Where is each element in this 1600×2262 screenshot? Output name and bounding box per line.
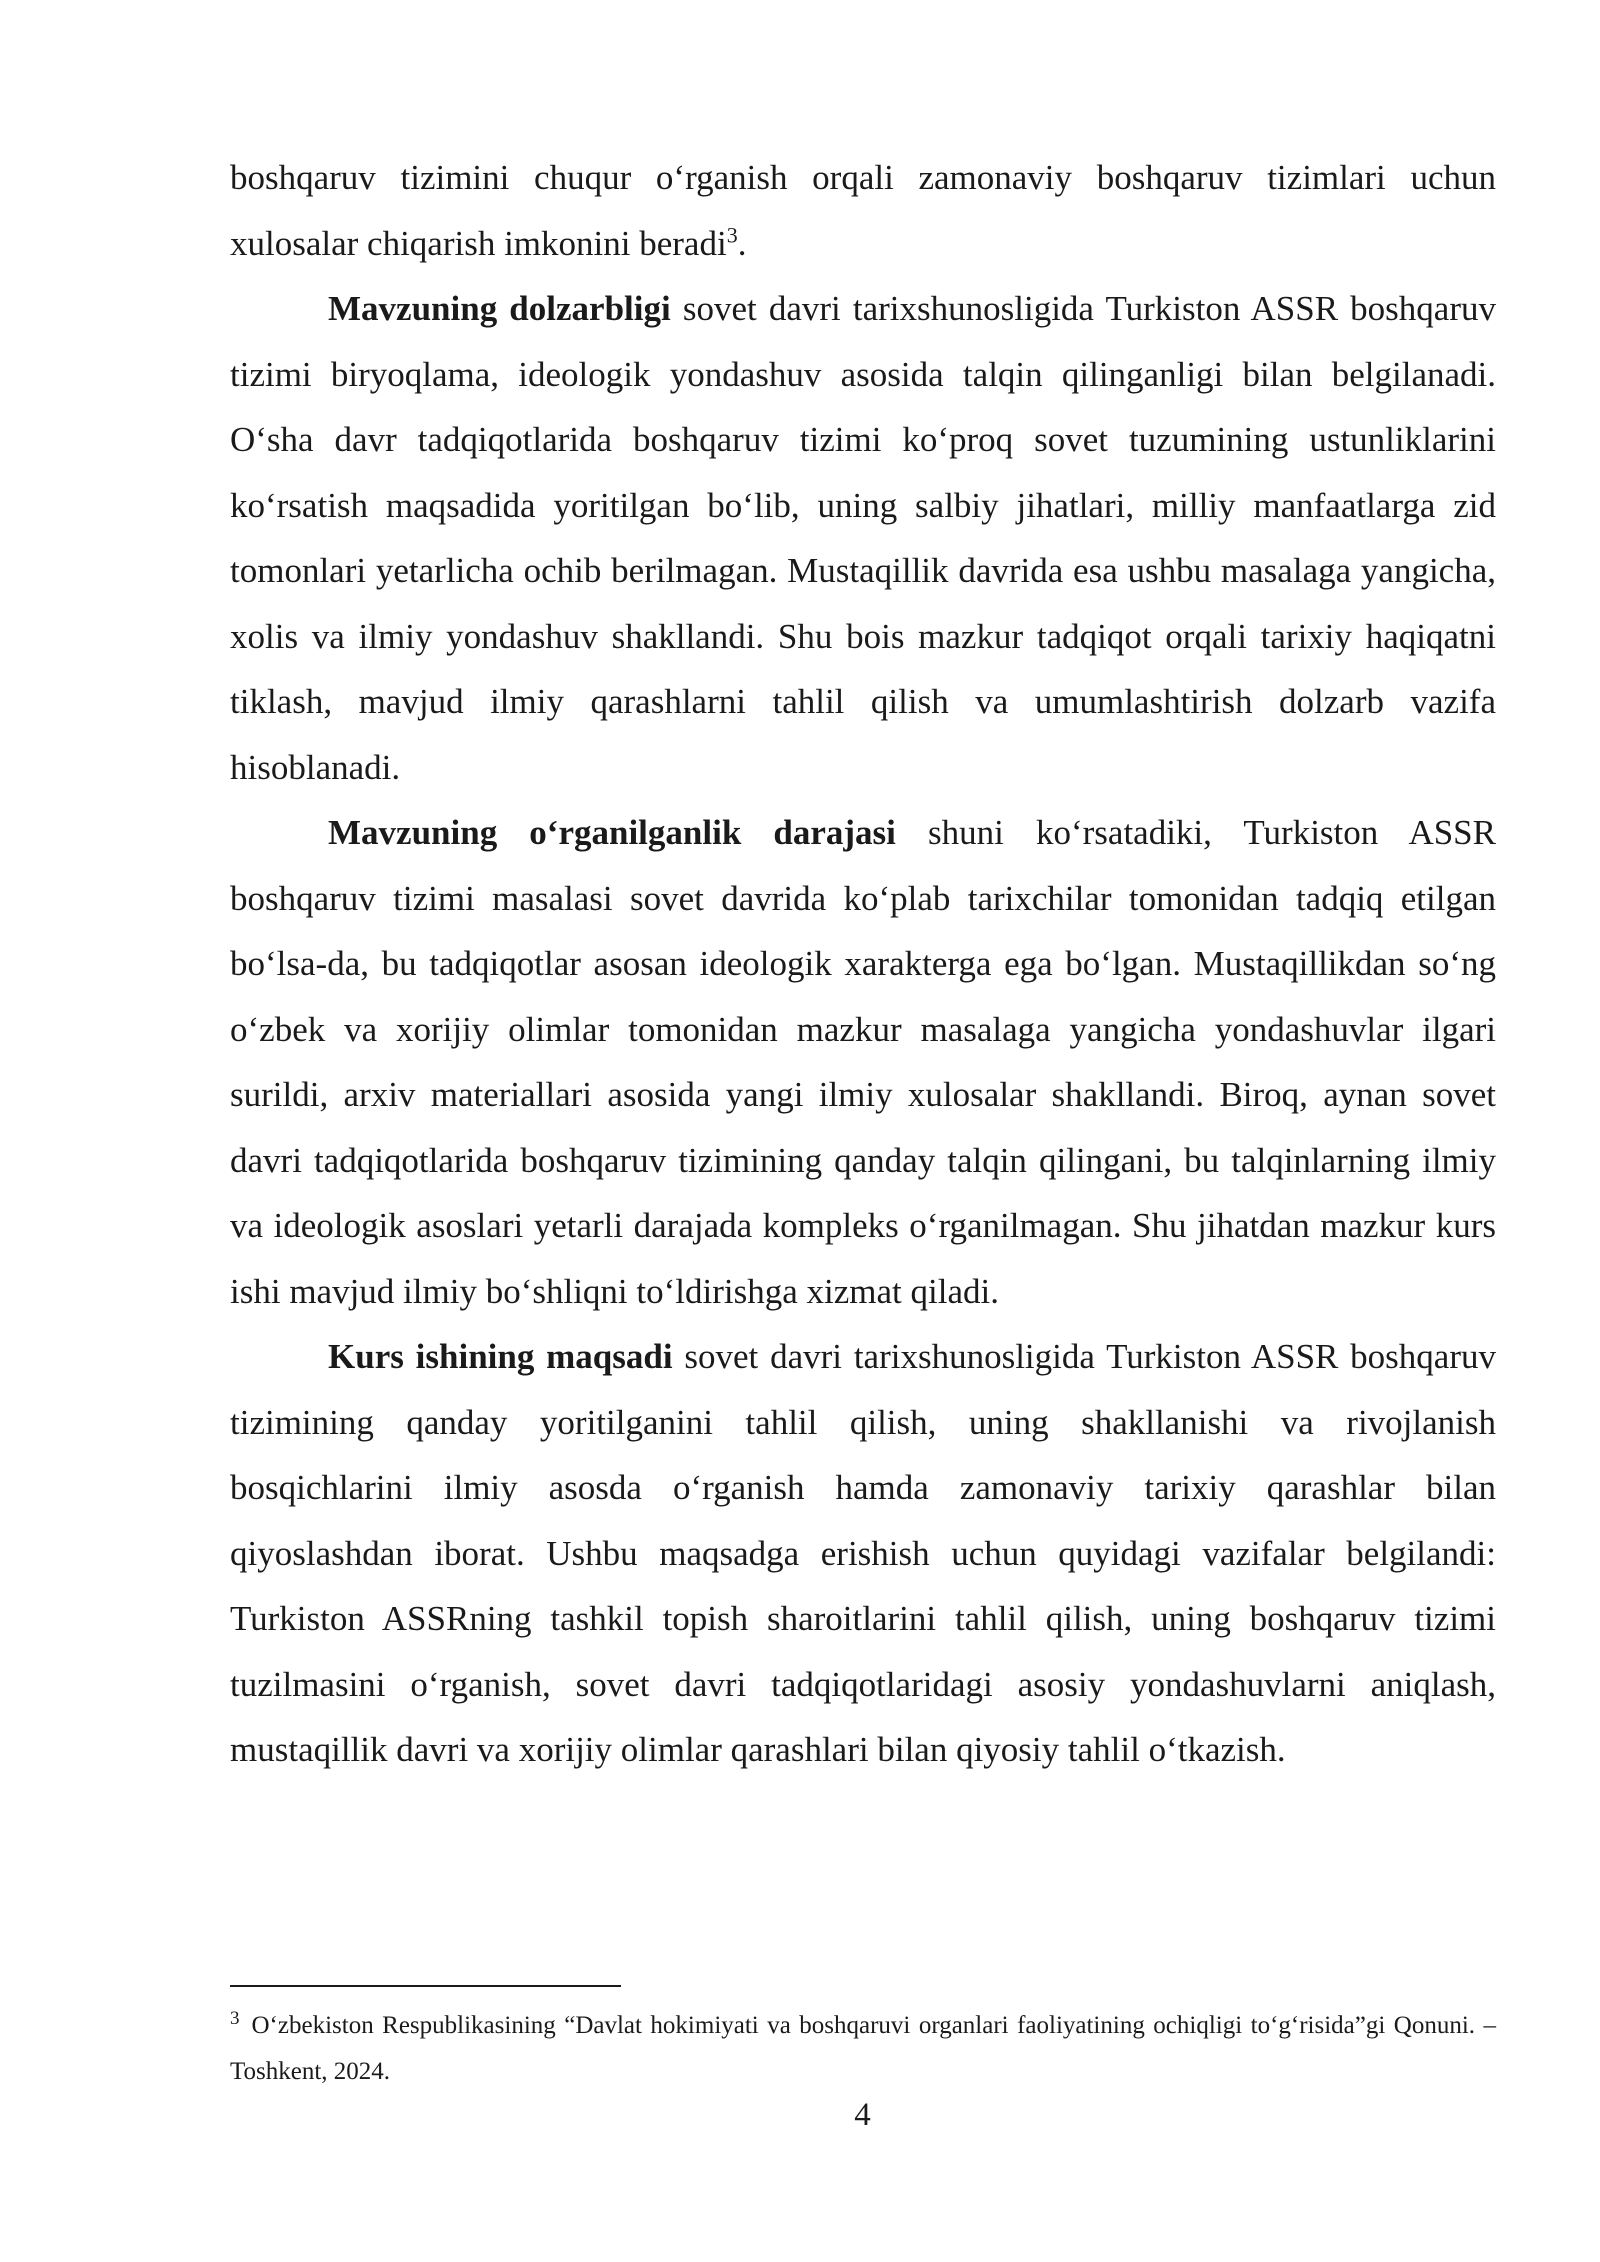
paragraph-text: sovet davri tarixshunosligida Turkiston ASSR boshqaruv tizimi biryoqlama, ideologik yondashuv asosida talqin qilinganligi bilan belgilanadi. O‘sha davr tadqiqotlarida boshqaruv tizimi ko‘proq sovet tuzumining ustunliklarini ko‘rsatish maqsadida yoritilgan bo‘lib, uning salbiy jihatlari, milliy manfaatlarga zid tomonlari yetarlicha ochib berilmagan. Mustaqillik davrida esa ushbu masalaga yangicha, xolis va ilmiy yondashuv shakllandi. Shu bois mazkur tadqiqot orqali tarixiy haqiqatni tiklash, mavjud ilmiy qarashlarni tahlil qilish va umumlashtirish dolzarb vazifa hisoblanadi. — [230, 289, 1496, 787]
footnote-number: 3 — [230, 2007, 240, 2029]
footnote-reference[interactable]: 3 — [726, 221, 738, 247]
paragraph-heading: Mavzuning o‘rganilganlik darajasi — [328, 813, 896, 852]
footnote-text: O‘zbekiston Respublikasining “Davlat hokimiyati va boshqaruvi organlari faoliyatining ochiqligi to‘g‘risida”gi Qonuni. – Toshkent, 2024. — [230, 2012, 1496, 2085]
paragraph-continuation — [230, 145, 1496, 276]
footnote-separator — [230, 1985, 621, 1987]
paragraph-heading: Kurs ishining maqsadi — [328, 1337, 673, 1376]
footnote — [230, 2003, 1496, 2095]
paragraph-relevance — [230, 276, 1496, 800]
paragraph-text: boshqaruv tizimini chuqur o‘rganish orqali zamonaviy boshqaruv tizimlari uchun xulosalar chiqarish imkonini beradi — [230, 158, 1496, 263]
paragraph-heading: Mavzuning dolzarbligi — [328, 289, 671, 328]
paragraph-end-punctuation: . — [737, 223, 747, 263]
paragraph-text: sovet davri tarixshunosligida Turkiston ASSR boshqaruv tizimining qanday yoritilganini tahlil qilish, uning shakllanishi va rivojlanish bosqichlarini ilmiy asosda o‘rganish hamda zamonaviy tarixiy qarashlar bilan qiyoslashdan iborat. Ushbu maqsadga erishish uchun quyidagi vazifalar belgilandi: Turkiston ASSRning tashkil topish sharoitlarini tahlil qilish, uning boshqaruv tizimi tuzilmasini o‘rganish, sovet davri tadqiqotlaridagi asosiy yondashuvlarni aniqlash, mustaqillik davri va xorijiy olimlar qarashlari bilan qiyosiy tahlil o‘tkazish. — [230, 1337, 1496, 1769]
paragraph-aim — [230, 1324, 1496, 1783]
paragraph-text: shuni ko‘rsatadiki, Turkiston ASSR boshqaruv tizimi masalasi sovet davrida ko‘plab tarixchilar tomonidan tadqiq etilgan bo‘lsa-da, bu tadqiqotlar asosan ideologik xarakterga ega bo‘lgan. Mustaqillikdan so‘ng o‘zbek va xorijiy olimlar tomonidan mazkur masalaga yangicha yondashuvlar ilgari surildi, arxiv materiallari asosida yangi ilmiy xulosalar shakllandi. Biroq, aynan sovet davri tadqiqotlarida boshqaruv tizimining qanday talqin qilingani, bu talqinlarning ilmiy va ideologik asoslari yetarli darajada kompleks o‘rganilmagan. Shu jihatdan mazkur kurs ishi mavjud ilmiy bo‘shliqni to‘ldirishga xizmat qiladi. — [230, 813, 1496, 1311]
page-number: 4 — [854, 2097, 871, 2133]
paragraph-study-level — [230, 800, 1496, 1324]
document-body — [230, 145, 1496, 1783]
